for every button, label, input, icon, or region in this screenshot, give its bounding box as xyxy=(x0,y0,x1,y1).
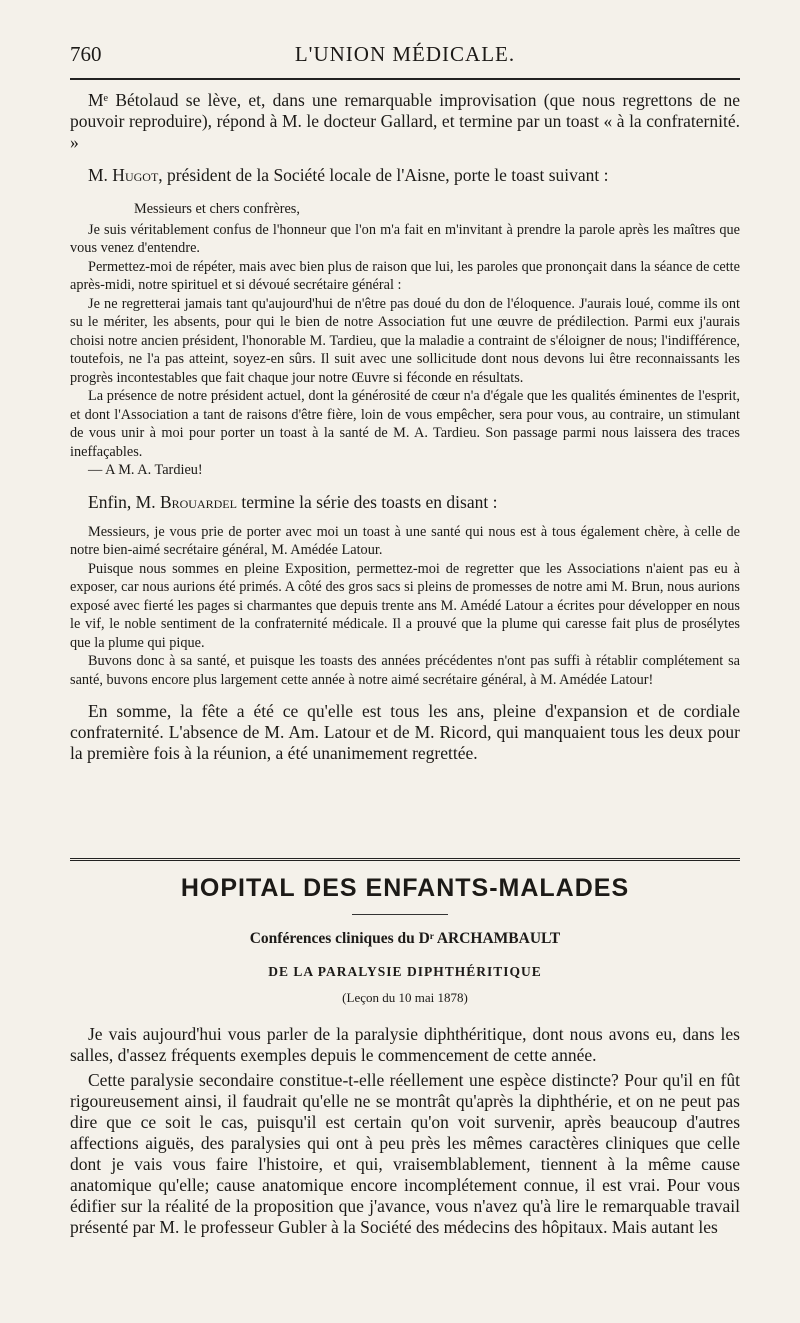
salutation: Messieurs et chers confrères, xyxy=(134,201,300,217)
section-title: HOPITAL DES ENFANTS-MALADES xyxy=(180,874,630,902)
speaker-intro-text: , président de la Société locale de l'Aisne, porte le toast suivant : xyxy=(158,165,609,185)
title-underline xyxy=(352,914,448,915)
speech1-paragraph: Je suis véritablement confus de l'honneur que l'on m'a fait en m'invitant à prendre la parole après les maîtres que vous venez d'entendre. xyxy=(70,221,740,256)
conference-subtitle: Conférences cliniques du Dʳ ARCHAMBAULT xyxy=(249,930,561,947)
paragraph-betolaud: Mᵉ Bétolaud se lève, et, dans une remarquable improvisation (que nous regrettons de ne pouvoir reproduire), répond à M. le docteur Gallard, et termine par un toast « à la confraternité. » xyxy=(70,90,740,152)
intro-text: termine la série des toasts en disant : xyxy=(236,491,498,512)
header-rule xyxy=(70,78,740,80)
speech1-paragraph: Je ne regretterai jamais tant qu'aujourd'hui de n'être pas doué du don de l'éloquence. J'aurais loué, comme ils ont su le mériter, les absents, pour qui le bien de notre Association fut une œuvre de prédilection. Parmi eux j'aurais choisi notre ancien président, l'honorable M. Tardieu, que la maladie a contraint de s'éloigner de nous; l'indifférence, toutefois, ne l'a pas atteint, soyez-en sûrs. Il suit avec une sollicitude dont nous devons lui être reconnaissants les progrès incontestables que fait chaque jour notre Œuvre si féconde en résultats. xyxy=(70,295,740,386)
running-header xyxy=(70,42,740,72)
paragraph-closing: En somme, la fête a été ce qu'elle est tous les ans, pleine d'expansion et de cordiale confraternité. L'absence de M. Am. Latour et de M. Ricord, qui manquaient tous les deux pour la première fois à la réunion, a été unanimement regrettée. xyxy=(70,701,740,763)
speaker-name: M. Hugot xyxy=(88,165,159,185)
toast-section xyxy=(70,90,740,764)
speech2-paragraph: Messieurs, je vous prie de porter avec moi un toast à une santé qui nous est à tous également chère, à celle de notre bien-aimé secrétaire général, M. Amédée Latour. xyxy=(70,523,740,558)
speech2-paragraph: Puisque nous sommes en pleine Exposition, permettez-moi de regretter que les Associations n'aient pas eu à exposer, car nous aurions été primés. A côté des gros sacs si pleins de promesses de notre ami M. Brun, nous aurions exposé avec fierté les pages si charmantes que depuis trente ans M. Amédé Latour a écrites pour développer en nous le vif, le noble sentiment de la confraternité médicale. Il a prouvé que la plume qui caresse fait plus de prosélytes que la plume qui pique. xyxy=(70,560,740,651)
speech1-paragraph: La présence de notre président actuel, dont la générosité de cœur n'a d'égale que les qualités éminentes de l'esprit, et dont l'Association a tant de raisons d'être fière, loin de vous empêcher, sera pour vous, au contraire, un stimulant de vous unir à moi pour porter un toast à la santé de M. A. Tardieu. Son passage parmi nous laissera des traces ineffaçables. xyxy=(70,388,740,460)
speech1-paragraph: Permettez-moi de répéter, mais avec bien plus de raison que lui, les paroles que prononçait dans la séance de cette après-midi, notre spirituel et si dévoué secrétaire général : xyxy=(70,258,740,293)
lecture-date: (Leçon du 10 mai 1878) xyxy=(342,990,468,1005)
paragraph-brouardel-intro xyxy=(70,492,740,513)
speech2-paragraph: Buvons donc à sa santé, et puisque les toasts des années précédentes n'ont pas suffi à rétablir complétement sa santé, buvons encore plus largement cette année à notre aimé secrétaire général, à M. Amédée Latour! xyxy=(70,653,740,688)
page-number: 760 xyxy=(70,42,102,66)
lecture-body xyxy=(70,1024,740,1238)
paragraph-hugot-intro xyxy=(70,165,740,186)
journal-title: L'UNION MÉDICALE. xyxy=(294,42,516,66)
lecture-paragraph: Je vais aujourd'hui vous parler de la paralysie diphthéritique, dont nous avons eu, dans les salles, d'assez fréquents exemples depuis le commencement de cette année. xyxy=(70,1024,740,1065)
lecture-paragraph: Cette paralysie secondaire constitue-t-elle réellement une espèce distincte? Pour qu'il en fût rigoureusement ainsi, il faudrait qu'elle ne se montrât qu'après la diphthérie, et on ne peut pas dire que ce soit le cas, puisqu'il est certain qu'on voit survenir, après beaucoup d'autres affections aiguës, des paralysies qui ont à peu près les mêmes caractères cliniques que celle dont je vais vous faire l'histoire, et qui, vraisemblablement, tiennent à la même cause anatomique qu'elle; cause anatomique encore incomplétement connue, il est vrai. Pour vous édifier sur la réalité de la proposition que j'avance, vous n'avez qu'à lire le remarquable travail présenté par M. le professeur Gubler à la Société des médecins des hôpitaux. Mais autant les xyxy=(70,1070,740,1237)
speaker-name: Brouardel xyxy=(159,491,237,512)
topic-heading: DE LA PARALYSIE DIPHTHÉRITIQUE xyxy=(268,964,542,979)
section-divider xyxy=(70,858,740,863)
intro-text: Enfin, M. xyxy=(88,491,160,512)
speech1-closing: — A M. A. Tardieu! xyxy=(88,462,203,478)
